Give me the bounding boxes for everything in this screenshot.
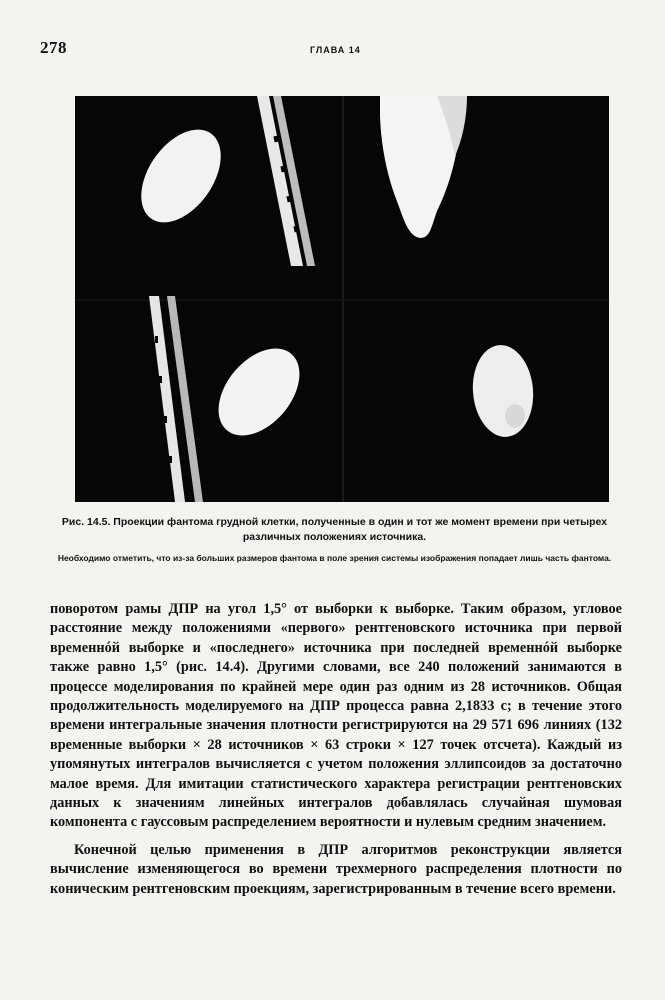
page-number: 278 [40,38,67,57]
paragraph: Конечной целью применения в ДПР алгоритмов реконструкции является вычисление изменяющегося во времени трехмерного распределения плотности по коническим рентгеновским проекциям, зарегистрированным в течение всего времени. [50,841,622,897]
paragraph: поворотом рамы ДПР на угол 1,5° от выборки к выборке. Таким образом, угловое расстояние между положениями «первого» рентгеновского источника при первой временнóй выборке и «последнего» источника при последней временнóй выборке также равно 1,5° (рис. 14.4). Другими словами, все 240 положений занимаются в процессе моделирования по крайней мере один раз одним из 28 источников. Общая продолжительность моделируемого на ДПР процесса равна 2,1833 с; в течение этого времени интегральные значения плотности регистрируются на 29 571 696 линиях (132 временные выборки × 28 источников × 63 строки × 127 точек отсчета). Каждый из упомянутых интегралов вычисляется с учетом положения эллипсоидов за достаточно малое время. Для имитации статистического характера регистрации рентгеновских данных к значениям линейных интегралов добавлялась случайная шумовая компонента с гауссовым распределением вероятности и нулевым средним значением. [50,601,622,831]
running-head: ГЛАВА 14 [310,45,361,55]
figure-caption: Рис. 14.5. Проекции фантома грудной клетки, полученные в один и тот же момент времени при четырех различных положениях источника. [61,516,608,543]
body-text [50,600,622,899]
figure-note: Необходимо отметить, что из-за больших размеров фантома в поле зрения системы изображения попадает лишь часть фантома. [57,553,612,563]
figure-projections [75,96,609,502]
projection-image [75,96,609,502]
